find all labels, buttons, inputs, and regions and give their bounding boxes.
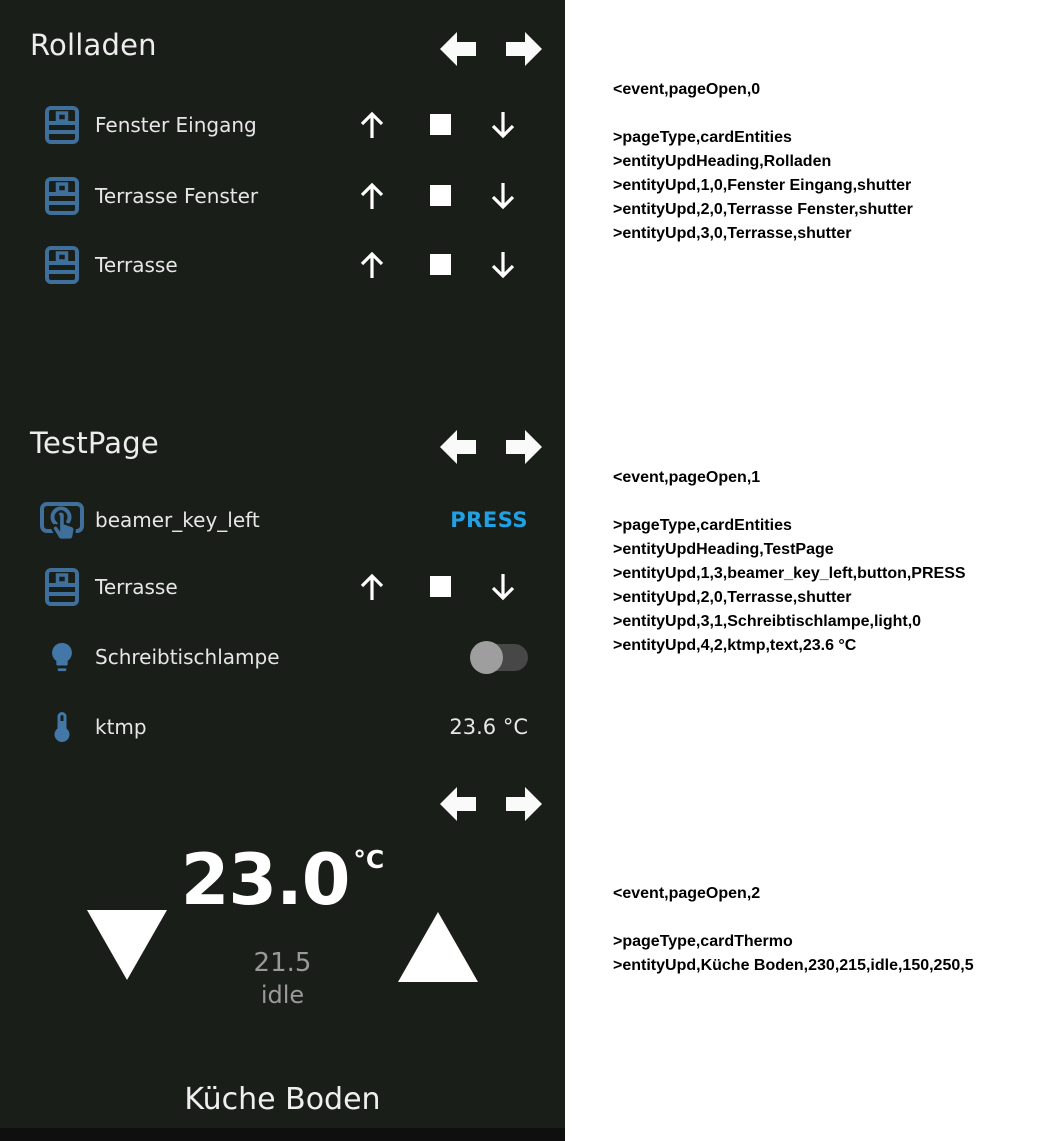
gesture-tap-button-icon: [40, 500, 84, 540]
log-block-page-1: [613, 466, 1038, 658]
shutter-up-button[interactable]: [355, 179, 389, 213]
log-line: >entityUpd,3,0,Terrasse,shutter: [613, 225, 852, 242]
entity-label: Terrasse Fenster: [95, 184, 259, 208]
thermostat-name: Küche Boden: [184, 1082, 381, 1117]
log-line: >entityUpdHeading,TestPage: [613, 541, 834, 558]
log-line: >pageType,cardEntities: [613, 129, 792, 146]
entity-label: Terrasse: [95, 575, 178, 599]
window-shutter-icon: [40, 105, 84, 145]
entity-label: beamer_key_left: [95, 508, 260, 532]
window-shutter-icon: [40, 176, 84, 216]
bottom-bar: [0, 1128, 565, 1141]
log-line: >entityUpd,Küche Boden,230,215,idle,150,250,5: [613, 957, 974, 974]
entity-row-text: [0, 705, 565, 749]
next-page-button[interactable]: [504, 428, 542, 466]
entity-row-shutter: [0, 174, 565, 218]
log-line: >entityUpd,1,0,Fenster Eingang,shutter: [613, 177, 912, 194]
shutter-stop-button[interactable]: [430, 114, 451, 135]
log-line: >entityUpdHeading,Rolladen: [613, 153, 832, 170]
current-temperature: [0, 839, 565, 921]
entity-row-light: [0, 635, 565, 679]
entity-label: ktmp: [95, 715, 147, 739]
entity-row-shutter: [0, 565, 565, 609]
prev-page-button[interactable]: [440, 428, 478, 466]
next-page-button[interactable]: [504, 30, 542, 68]
log-block-page-2: [613, 882, 1038, 978]
shutter-stop-button[interactable]: [430, 254, 451, 275]
window-shutter-icon: [40, 567, 84, 607]
hvac-state: idle: [260, 981, 305, 1009]
shutter-stop-button[interactable]: [430, 576, 451, 597]
shutter-down-button[interactable]: [486, 179, 520, 213]
log-event-line: <event,pageOpen,1: [613, 469, 761, 486]
log-line: >entityUpd,2,0,Terrasse,shutter: [613, 589, 852, 606]
shutter-up-button[interactable]: [355, 570, 389, 604]
shutter-up-button[interactable]: [355, 248, 389, 282]
shutter-stop-button[interactable]: [430, 185, 451, 206]
log-block-page-0: [613, 78, 1038, 246]
log-line: >entityUpd,4,2,ktmp,text,23.6 °C: [613, 637, 857, 654]
lightbulb-icon: [40, 637, 84, 677]
log-line: >entityUpd,1,3,beamer_key_left,button,PRESS: [613, 565, 966, 582]
current-temperature-value: 23.0: [180, 839, 350, 921]
shutter-down-button[interactable]: [486, 248, 520, 282]
temperature-unit: °C: [353, 845, 385, 874]
thermometer-icon: [40, 707, 84, 747]
entity-row-shutter: [0, 243, 565, 287]
text-entity-value: 23.6 °C: [449, 715, 528, 739]
entity-row-shutter: [0, 103, 565, 147]
shutter-up-button[interactable]: [355, 108, 389, 142]
window-shutter-icon: [40, 245, 84, 285]
log-line: >entityUpd,2,0,Terrasse Fenster,shutter: [613, 201, 913, 218]
card-testpage-heading: TestPage: [30, 426, 159, 460]
log-line: >pageType,cardThermo: [613, 933, 793, 950]
entity-row-button: [0, 498, 565, 542]
log-event-line: <event,pageOpen,0: [613, 81, 761, 98]
shutter-down-button[interactable]: [486, 570, 520, 604]
prev-page-button[interactable]: [440, 785, 478, 823]
press-button[interactable]: PRESS: [450, 508, 528, 532]
next-page-button[interactable]: [504, 785, 542, 823]
setpoint-temperature: 21.5: [253, 948, 312, 978]
entity-label: Schreibtischlampe: [95, 645, 280, 669]
log-line: >entityUpd,3,1,Schreibtischlampe,light,0: [613, 613, 922, 630]
light-toggle-switch[interactable]: [475, 644, 528, 671]
prev-page-button[interactable]: [440, 30, 478, 68]
entity-label: Fenster Eingang: [95, 113, 257, 137]
log-line: >pageType,cardEntities: [613, 517, 792, 534]
entity-label: Terrasse: [95, 253, 178, 277]
log-event-line: <event,pageOpen,2: [613, 885, 761, 902]
shutter-down-button[interactable]: [486, 108, 520, 142]
toggle-knob: [470, 641, 503, 674]
card-rolladen-heading: Rolladen: [30, 28, 157, 62]
